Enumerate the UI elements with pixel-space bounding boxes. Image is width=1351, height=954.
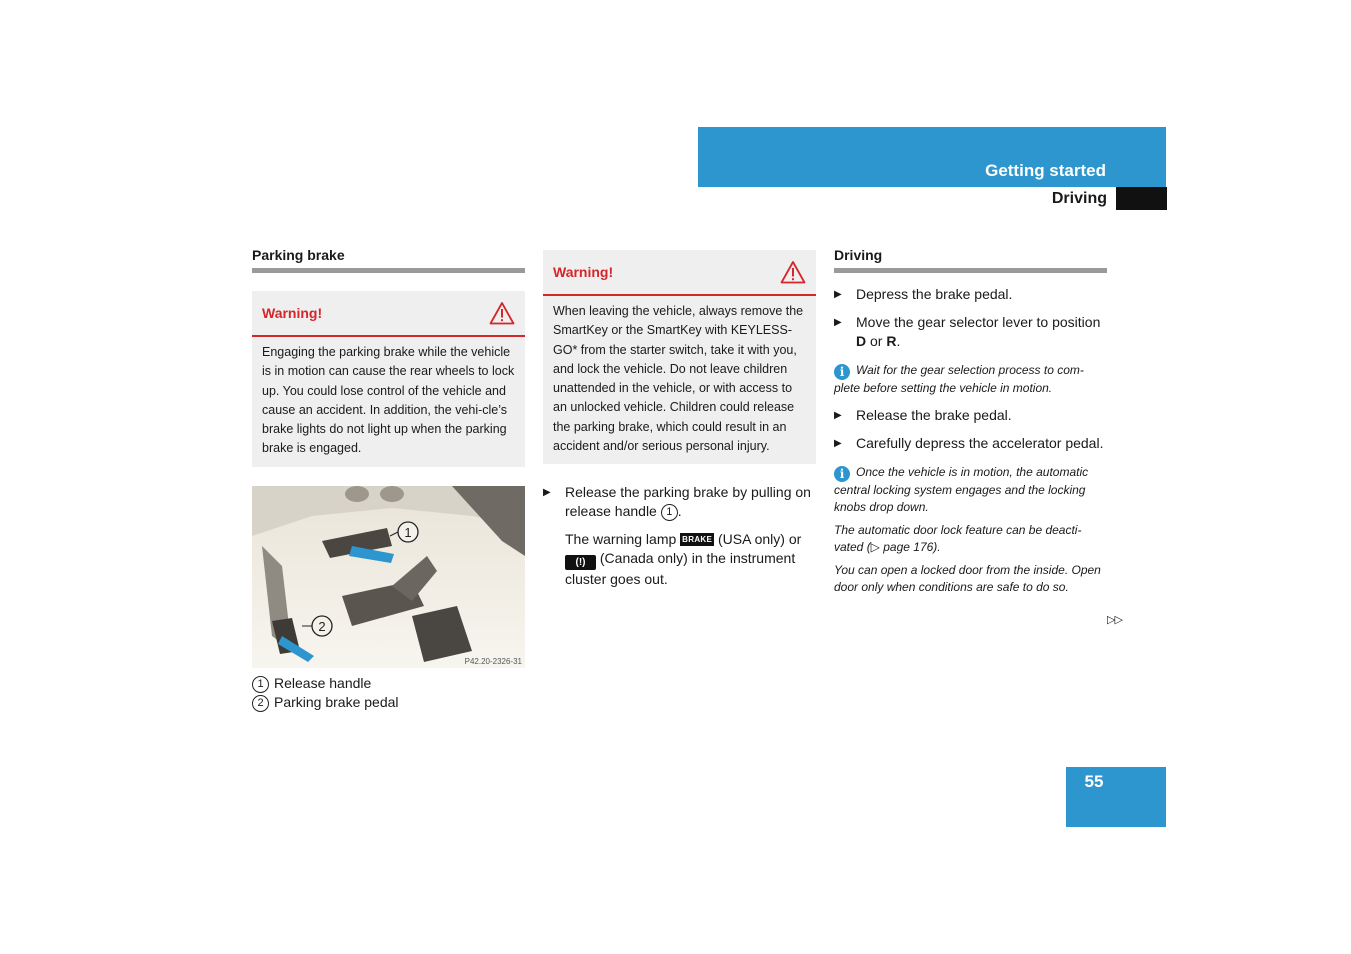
canada-brake-lamp-icon: (!) bbox=[565, 555, 596, 570]
step-text-part: Release the parking brake by pulling on release handle bbox=[565, 484, 811, 520]
step-accelerator bbox=[834, 434, 1107, 453]
parking-brake-illustration bbox=[252, 486, 525, 668]
bullet-icon: ▶ bbox=[834, 317, 842, 328]
section-tab-marker bbox=[1116, 187, 1167, 210]
figure-callout-1: 1 bbox=[404, 525, 412, 540]
step-text-or: or bbox=[870, 333, 883, 349]
header-band bbox=[698, 127, 1166, 187]
warning-text: Engaging the parking brake while the vehicle is in motion can cause the rear wheels to lock up. You could lose control of the vehicle and cause an accident. In addition, the vehi-cle’s brake lights do not light up when the parking brake is engaged. bbox=[262, 345, 515, 456]
figure-legend bbox=[252, 674, 525, 712]
warning-box-2 bbox=[543, 250, 816, 464]
bullet-icon: ▶ bbox=[543, 487, 551, 499]
note-part1: The warning lamp bbox=[565, 531, 677, 548]
step-text: Release the brake pedal. bbox=[856, 407, 1012, 423]
step-text-part: Move the gear selector lever to position bbox=[856, 314, 1101, 330]
step-depress-brake bbox=[834, 285, 1107, 304]
bullet-icon: ▶ bbox=[834, 289, 842, 300]
column-parking-brake bbox=[252, 246, 525, 467]
step-release-brake bbox=[834, 406, 1107, 425]
column-warning-release bbox=[543, 250, 816, 589]
warning-triangle-icon bbox=[780, 260, 806, 284]
inline-callout: 1 bbox=[661, 504, 678, 521]
legend-text: Parking brake pedal bbox=[274, 694, 399, 710]
warning-header bbox=[252, 291, 525, 337]
step-text: Carefully depress the accelerator pedal. bbox=[856, 435, 1104, 451]
note-part2: (USA only) or bbox=[718, 531, 802, 548]
note-part3: (Canada only) in the instrument cluster goes out. bbox=[565, 550, 796, 588]
brake-lamp-icon: BRAKE bbox=[682, 535, 713, 545]
chapter-title: Getting started bbox=[985, 161, 1106, 180]
parking-brake-heading: Parking brake bbox=[252, 246, 525, 273]
step-text bbox=[565, 483, 816, 521]
gear-position-r: R bbox=[886, 333, 897, 349]
legend-number: 1 bbox=[252, 676, 269, 693]
legend-item bbox=[252, 674, 525, 693]
step-release-parking-brake bbox=[543, 483, 816, 521]
driving-heading: Driving bbox=[834, 246, 1107, 273]
warning-header-2 bbox=[543, 250, 816, 296]
bullet-icon: ▶ bbox=[834, 438, 842, 449]
bullet-icon: ▶ bbox=[834, 410, 842, 421]
legend-text: Release handle bbox=[274, 675, 372, 691]
step-text-end: . bbox=[677, 503, 682, 520]
step-text bbox=[856, 313, 1107, 351]
legend-item bbox=[252, 693, 525, 712]
warning-label: Warning! bbox=[262, 304, 323, 321]
warning-lamp-note bbox=[543, 530, 816, 589]
figure-callout-2: 2 bbox=[318, 619, 326, 634]
continue-arrows-icon: ▷▷ bbox=[1107, 614, 1122, 626]
warning-label-2: Warning! bbox=[553, 263, 614, 280]
legend-number: 2 bbox=[252, 695, 269, 712]
warning-triangle-icon bbox=[489, 301, 515, 325]
info-note-deactivate: The automatic door lock feature can be deacti-vated (▷ page 176). bbox=[834, 523, 1082, 554]
warning-text-2: When leaving the vehicle, always remove the SmartKey or the SmartKey with KEYLESS-GO* from the starter switch, take it with you, and lock the vehicle. Do not leave children unattended in the vehicle, or with access to an unlocked vehicle. Children could release the parking brake, which could result in an accident and/or serious personal injury. bbox=[553, 304, 804, 454]
info-text: Once the vehicle is in motion, the automatic central locking system engages and the locking knobs drop down. bbox=[834, 465, 1089, 514]
section-title: Driving bbox=[1051, 190, 1107, 207]
info-note-open-door: You can open a locked door from the inside. Open door only when conditions are safe to do so. bbox=[834, 563, 1101, 594]
pedal-area-drawing bbox=[252, 486, 525, 668]
info-icon: i bbox=[834, 364, 850, 380]
figure-code: P42.20-2326-31 bbox=[464, 657, 522, 666]
info-note-gear bbox=[834, 362, 1107, 397]
info-text: Wait for the gear selection process to com-plete before setting the vehicle in motion. bbox=[834, 363, 1084, 395]
step-gear-selector bbox=[834, 313, 1107, 351]
page-number: 55 bbox=[1084, 772, 1104, 791]
step-text-end: . bbox=[896, 333, 901, 349]
step-text: Depress the brake pedal. bbox=[856, 286, 1013, 302]
column-driving bbox=[834, 246, 1107, 596]
warning-box bbox=[252, 291, 525, 467]
gear-position-d: D bbox=[856, 333, 867, 349]
info-note-locking bbox=[834, 464, 1107, 516]
info-icon: i bbox=[834, 466, 850, 482]
